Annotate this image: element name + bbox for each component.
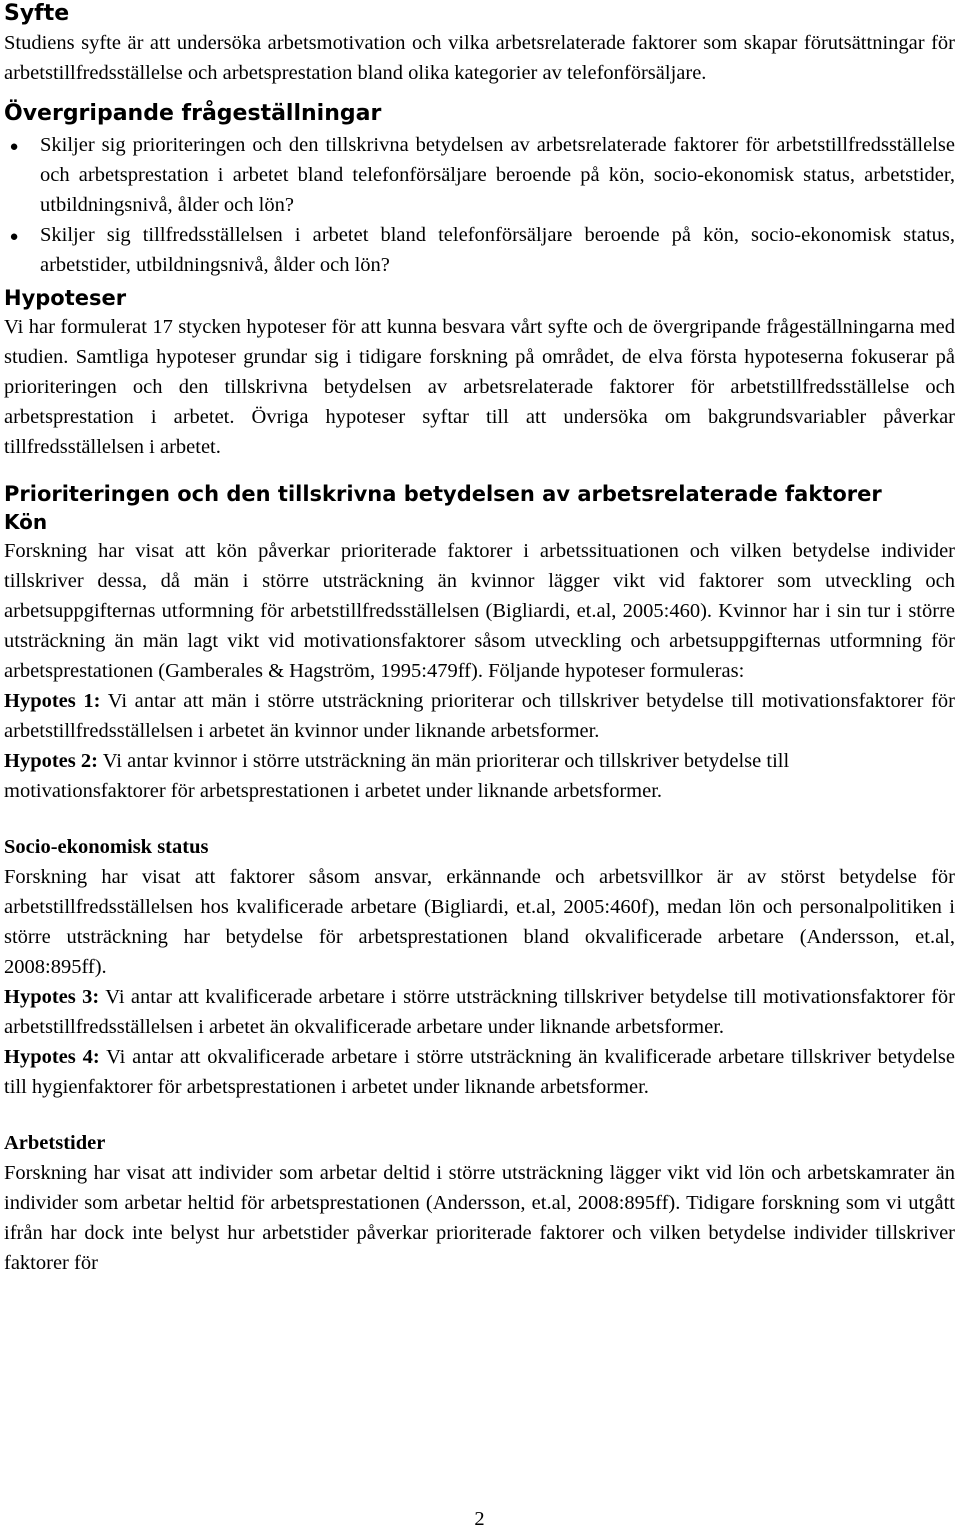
document-page <box>4 0 955 1534</box>
question-text: Skiljer sig prioriteringen och den tillskrivna betydelsen av arbetsrelaterade faktorer för arbetstillfredsställelse och arbetsprestation i arbetet bland telefonförsäljare beroende på kön, socio-ekonomisk status, arbetstider, utbildningsnivå, ålder och lön? <box>40 134 955 216</box>
question-text: Skiljer sig tillfredsställelsen i arbetet bland telefonförsäljare beroende på kön, socio-ekonomisk status, arbetstider, utbildningsnivå, ålder och lön? <box>40 224 955 276</box>
hypoteser-paragraph: Vi har formulerat 17 stycken hypoteser för att kunna besvara vårt syfte och de övergripande frågeställningarna med studien. Samtliga hypoteser grundar sig i tidigare forskning på området, de elva första hypoteserna fokuserar på prioriteringen och den tillskrivna betydelsen av arbetsrelaterade faktorer för arbetstillfredsställelse och arbetsprestation i arbetet. Övriga hypoteser syftar till att undersöka om bakgrundsvariabler påverkar tillfredsställelsen i arbetet. <box>4 316 955 458</box>
hypotes-1-label: Hypotes 1: <box>4 690 101 712</box>
question-item <box>4 130 955 220</box>
hypotes-3 <box>4 982 955 1042</box>
hypotes-4 <box>4 1042 955 1102</box>
hypotes-1 <box>4 686 955 746</box>
arbetstider-paragraph: Forskning har visat att individer som arbetar deltid i större utsträckning lägger vikt vid lön och arbetskamrater än individer som arbetar heltid för arbetsprestationen (Andersson, et.al, 2008:895ff). Tidigare forskning som vi utgått ifrån har dock inte belyst hur arbetstider påverkar prioriterade faktorer och vilken betydelse individer tillskriver faktorer för <box>4 1162 955 1274</box>
hypotes-3-text: Vi antar att kvalificerade arbetare i större utsträckning tillskriver betydelse till motivationsfaktorer för arbetstillfredsställelsen i arbetet än okvalificerade arbetare under liknande arbetsformer. <box>4 986 955 1038</box>
heading-overgripande: Övergripande frågeställningar <box>4 101 382 126</box>
socio-paragraph: Forskning har visat att faktorer såsom ansvar, erkännande och arbetsvillkor är av störst betydelse för arbetstillfredsställelsen hos kvalificerade arbetare (Bigliardi, et.al, 2005:460f), medan lön och personalpolitiken i större utsträckning har betydelse för arbetsprestationen bland okvalificerade arbetare (Andersson, et.al, 2008:895ff). <box>4 866 955 978</box>
bullet-icon: ● <box>9 139 19 155</box>
hypotes-2-text: Vi antar kvinnor i större utsträckning än män prioriterar och tillskriver betydelse till motivationsfaktorer för arbetsprestationen i arbetet under liknande arbetsformer. <box>4 750 790 802</box>
heading-arbetstider: Arbetstider <box>4 1132 106 1154</box>
heading-socio: Socio-ekonomisk status <box>4 836 209 858</box>
question-item <box>4 220 955 280</box>
hypotes-2 <box>4 746 955 806</box>
hypotes-1-text: Vi antar att män i större utsträckning prioriterar och tillskriver betydelse till motivationsfaktorer för arbetstillfredsställelsen i arbetet än kvinnor under liknande arbetsformer. <box>4 690 955 742</box>
hypotes-2-label: Hypotes 2: <box>4 750 98 772</box>
hypotes-4-text: Vi antar att okvalificerade arbetare i större utsträckning än kvalificerade arbetare tillskriver betydelse till hygienfaktorer för arbetsprestationen i arbetet under liknande arbetsformer. <box>4 1046 956 1098</box>
kon-paragraph: Forskning har visat att kön påverkar prioriterade faktorer i arbetssituationen och vilken betydelse individer tillskriver dessa, då män i större utsträckning än kvinnor lägger vikt vid faktorer som utveckling och arbetsuppgifternas utformning för arbetstillfredsställelsen (Bigliardi, et.al, 2005:460). Kvinnor har i sin tur i större utsträckning än män lagt vikt vid motivationsfaktorer såsom utveckling och arbetsuppgifternas utformning för arbetsprestationen (Gamberales & Hagström, 1995:479ff). Följande hypoteser formuleras: <box>4 540 955 682</box>
heading-hypoteser: Hypoteser <box>4 286 127 310</box>
bullet-icon: ● <box>9 229 19 245</box>
hypotes-4-label: Hypotes 4: <box>4 1046 100 1068</box>
heading-prioriteringen: Prioriteringen och den tillskrivna betydelsen av arbetsrelaterade faktorer <box>4 482 882 506</box>
page-number: 2 <box>474 1508 485 1530</box>
syfte-paragraph: Studiens syfte är att undersöka arbetsmotivation och vilka arbetsrelaterade faktorer som skapar förutsättningar för arbetstillfredsställelse och arbetsprestation bland olika kategorier av telefonförsäljare. <box>4 32 955 84</box>
heading-kon: Kön <box>4 510 48 534</box>
question-list <box>4 130 955 280</box>
hypotes-3-label: Hypotes 3: <box>4 986 100 1008</box>
heading-syfte: Syfte <box>4 1 70 26</box>
